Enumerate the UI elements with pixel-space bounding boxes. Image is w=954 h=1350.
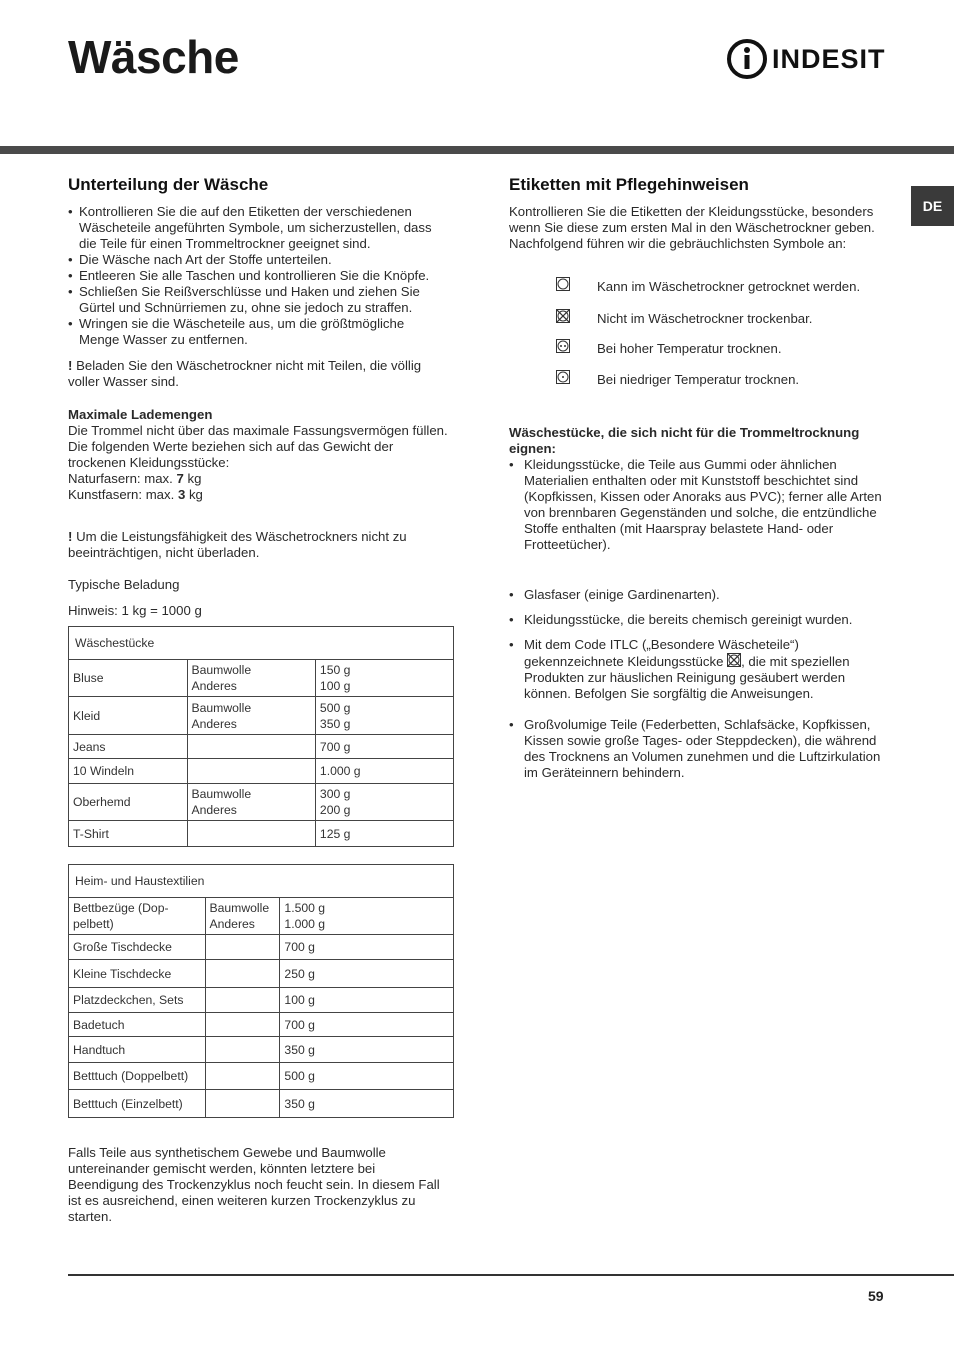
list-item: • Kontrollieren Sie die auf den Etiketten der verschiedenen Wäscheteile angeführten Symbole, um sicherzustellen, dass die Teile für einen Trommeltrockner geeignet sind. (68, 204, 448, 252)
table-row (69, 1013, 454, 1037)
list-item: • Entleeren Sie alle Taschen und kontrollieren Sie die Knöpfe. (68, 268, 448, 284)
weight-cell: 500 g (280, 1063, 454, 1090)
table-row (69, 735, 454, 759)
household-textiles-table (68, 864, 454, 1118)
item-cell: Kleine Tischdecke (69, 960, 206, 988)
material-cell (205, 1063, 280, 1090)
table-row (69, 821, 454, 847)
language-tab: DE (911, 186, 954, 226)
brand-name: INDESIT (772, 43, 886, 74)
tumble-dry-high-icon (556, 339, 570, 353)
weight-hint: Hinweis: 1 kg = 1000 g (68, 603, 202, 618)
item-cell: Kleid (69, 697, 188, 735)
max-load-text: Die Trommel nicht über das maximale Fassungsvermögen füllen. (68, 423, 448, 438)
care-labels-intro: Kontrollieren Sie die Etiketten der Kleidungsstücke, besonders wenn Sie diese zum ersten Mal in den Wäschetrockner geben. Nachfolgend führen wir die gebräuchlichsten Symbole an: (509, 204, 875, 251)
unsuitable-item: • Großvolumige Teile (Federbetten, Schlafsäcke, Kopfkissen, Kissen sowie große Tages- oder Steppdecken), die während des Trocknens an Volumen zunehmen und die Luftzirkulation im Geräteinnern behindern. (509, 717, 881, 780)
table-header: Wäschestücke (69, 627, 454, 660)
header-bar (0, 146, 954, 154)
material-cell (205, 960, 280, 988)
item-cell: T-Shirt (69, 821, 188, 847)
table-row (69, 898, 454, 935)
weight-cell: 300 g 200 g (315, 784, 453, 821)
footer-rule (68, 1274, 954, 1276)
material-cell (205, 988, 280, 1013)
weight-cell: 100 g (280, 988, 454, 1013)
item-cell: Große Tischdecke (69, 935, 206, 960)
indesit-logo (726, 38, 886, 80)
warning-overfill: ! Beladen Sie den Wäschetrockner nicht mit Teilen, die völlig voller Wasser sind. (68, 358, 422, 389)
item-cell: Betttuch (Doppelbett) (69, 1063, 206, 1090)
table-header: Heim- und Haustextilien (69, 865, 454, 898)
weight-cell: 700 g (315, 735, 453, 759)
brand-logo-icon (726, 38, 768, 80)
weight-cell: 150 g 100 g (315, 660, 453, 697)
unsuitable-item-itlc: • Mit dem Code ITLC („Besondere Wäscheteile“) gekennzeichnete Kleidungsstücke , die mit speziellen Produkten zur häuslichen Reinigung gesäubert werden können. Befolgen Sie sorgfältig die Anweisungen. (509, 637, 850, 701)
material-cell: Baumwolle Anderes (205, 898, 280, 935)
list-item: • Schließen Sie Reißverschlüsse und Haken und ziehen Sie Gürtel und Schnürriemen zu, ohne sie jedoch zu straffen. (68, 284, 448, 316)
item-cell: Jeans (69, 735, 188, 759)
table-row (69, 660, 454, 697)
typical-load-heading: Typische Beladung (68, 577, 180, 592)
material-cell (205, 1090, 280, 1118)
weight-cell: 1.000 g (315, 759, 453, 784)
table-row (69, 697, 454, 735)
weight-cell: 350 g (280, 1037, 454, 1063)
material-cell: Baumwolle Anderes (187, 697, 315, 735)
laundry-items-table (68, 626, 454, 847)
no-tumble-dry-icon (727, 653, 741, 667)
weight-cell: 125 g (315, 821, 453, 847)
item-cell: Platzdeckchen, Sets (69, 988, 206, 1013)
no-tumble-dry-icon (556, 309, 570, 323)
section-heading-care-labels: Etiketten mit Pflegehinweisen (509, 175, 749, 194)
weight-cell: 350 g (280, 1090, 454, 1118)
page-number: 59 (868, 1288, 884, 1304)
material-cell (205, 1037, 280, 1063)
page-title: Wäsche (68, 31, 239, 83)
section-heading-sorting: Unterteilung der Wäsche (68, 175, 269, 194)
list-item: • Die Wäsche nach Art der Stoffe unterteilen. (68, 252, 448, 268)
list-item: • Wringen sie die Wäscheteile aus, um die größtmögliche Menge Wasser zu entfernen. (68, 316, 448, 348)
unsuitable-heading: Wäschestücke, die sich nicht für die Trommeltrocknung eignen: (509, 425, 860, 456)
weight-cell: 500 g 350 g (315, 697, 453, 735)
unsuitable-item: • Kleidungsstücke, die Teile aus Gummi oder ähnlichen Materialien enthalten oder mit Kunststoff beschichtet sind (Kopfkissen, Kissen oder Anoraks aus PVC); ferner alle Arten von brennbaren Gegenständen und solche, die entzündliche Stoffe enthalten (mit Haarspray belastete Hand- oder Frotteetücher). (509, 457, 882, 552)
table-row (69, 960, 454, 988)
max-load-section (68, 407, 448, 503)
item-cell: Handtuch (69, 1037, 206, 1063)
warning-overload: ! Um die Leistungsfähigkeit des Wäschetrockners nicht zu beeinträchtigen, nicht überladen. (68, 529, 407, 560)
max-load-text-2: Die folgenden Werte beziehen sich auf das Gewicht der trockenen Kleidungsstücke: (68, 439, 394, 470)
material-cell: Baumwolle Anderes (187, 784, 315, 821)
table-row (69, 935, 454, 960)
max-load-heading: Maximale Lademengen (68, 407, 213, 422)
table-row (69, 784, 454, 821)
sorting-list (68, 204, 448, 348)
item-cell: Bettbezüge (Dop- pelbett) (69, 898, 206, 935)
item-cell: Oberhemd (69, 784, 188, 821)
table-row (69, 988, 454, 1013)
item-cell: Bluse (69, 660, 188, 697)
weight-cell: 700 g (280, 1013, 454, 1037)
weight-cell: 1.500 g 1.000 g (280, 898, 454, 935)
unsuitable-item: • Kleidungsstücke, die bereits chemisch gereinigt wurden. (509, 612, 853, 627)
natural-fibres-line: Naturfasern: max. 7 kg (68, 471, 202, 486)
table-row (69, 1090, 454, 1118)
synthetic-fibres-line: Kunstfasern: max. 3 kg (68, 487, 203, 502)
material-cell (187, 735, 315, 759)
material-cell (187, 821, 315, 847)
item-cell: Badetuch (69, 1013, 206, 1037)
material-cell (205, 1013, 280, 1037)
weight-cell: 700 g (280, 935, 454, 960)
item-cell: Betttuch (Einzelbett) (69, 1090, 206, 1118)
table-row (69, 759, 454, 784)
unsuitable-item: • Glasfaser (einige Gardinenarten). (509, 587, 720, 602)
material-cell (205, 935, 280, 960)
table-row (69, 1037, 454, 1063)
weight-cell: 250 g (280, 960, 454, 988)
mixed-fabrics-note: Falls Teile aus synthetischem Gewebe und Baumwolle untereinander gemischt werden, könnten letztere bei Beendigung des Trockenzyklus noch feucht sein. In diesem Fall ist es ausreichend, einen weiteren kurzen Trockenzyklus zu starten. (68, 1145, 440, 1224)
tumble-dry-low-icon (556, 370, 570, 384)
item-cell: 10 Windeln (69, 759, 188, 784)
tumble-dry-icon (556, 277, 570, 291)
material-cell: Baumwolle Anderes (187, 660, 315, 697)
table-row (69, 1063, 454, 1090)
material-cell (187, 759, 315, 784)
